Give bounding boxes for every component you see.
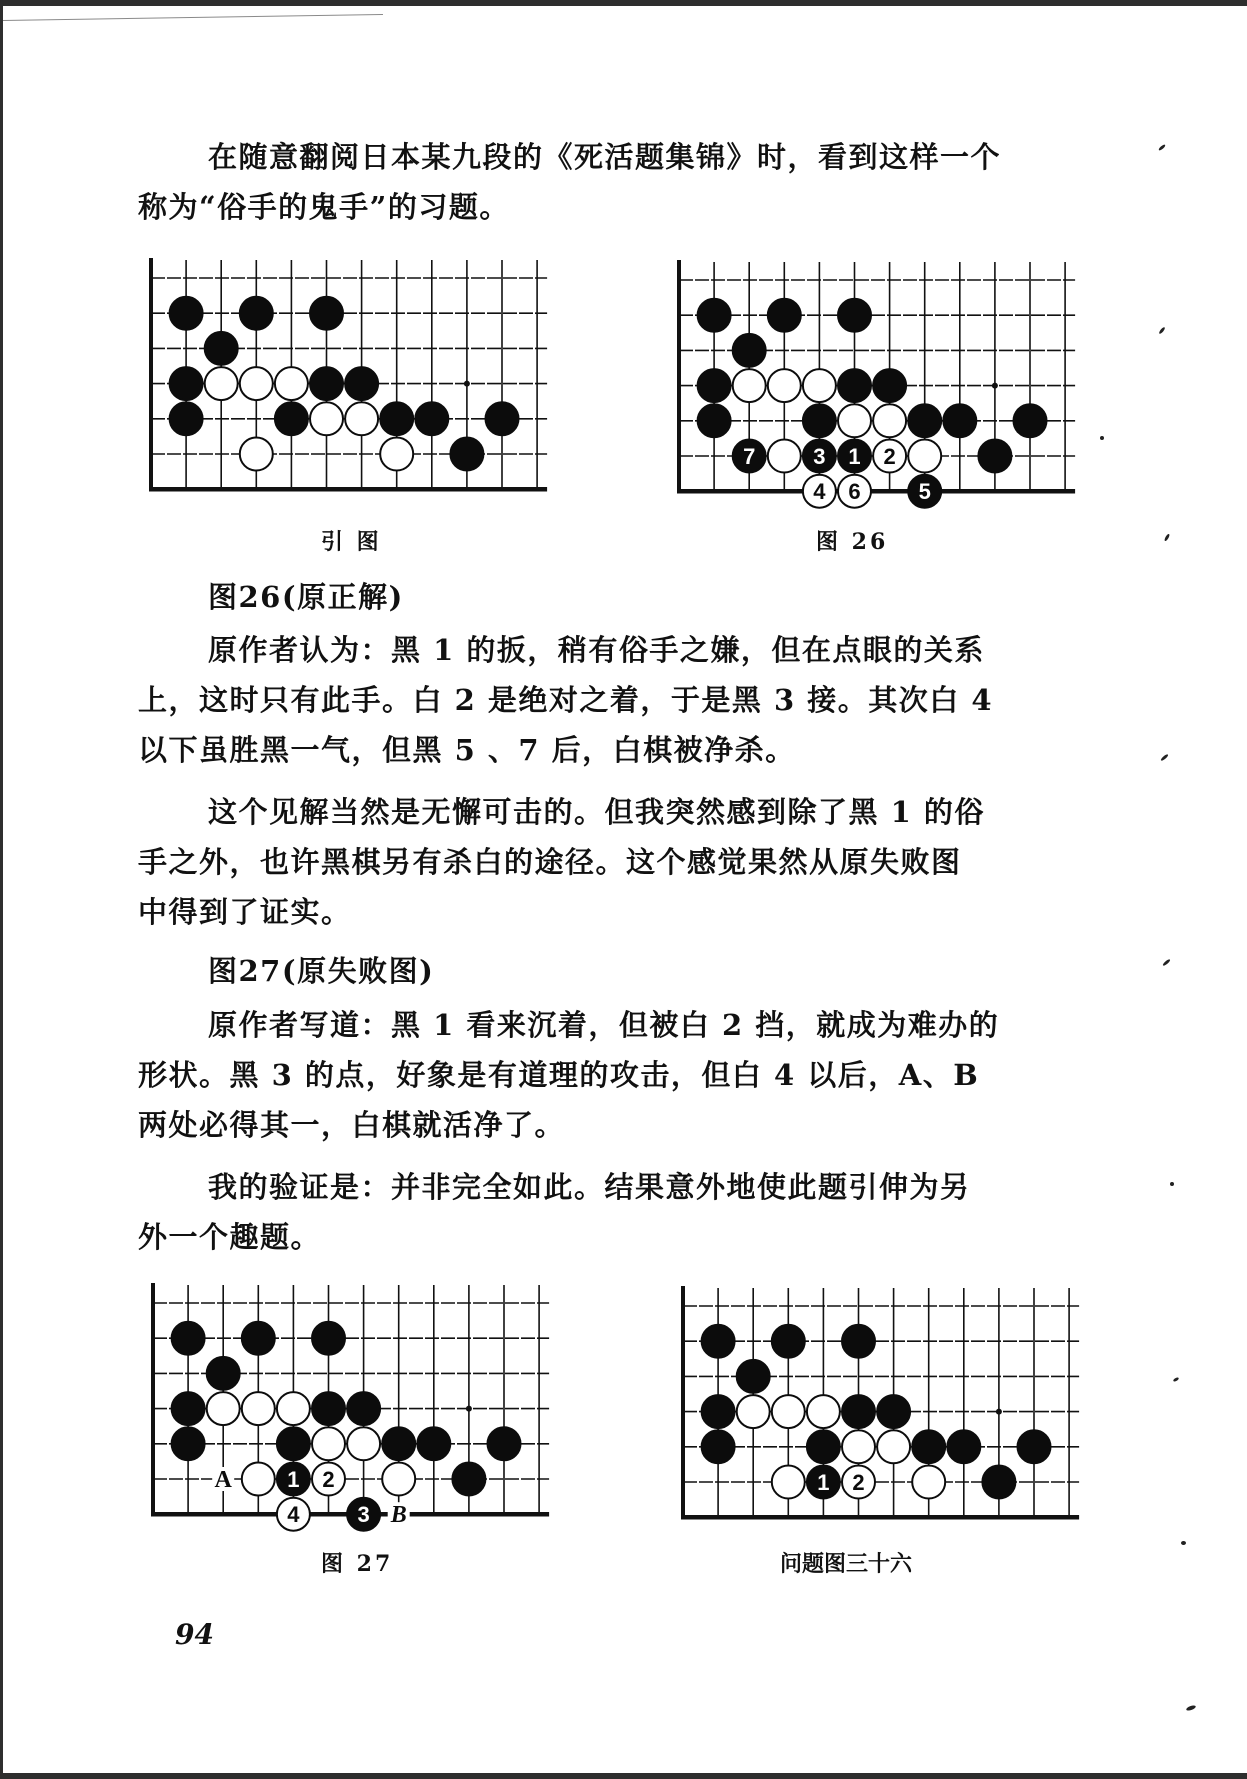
black-stone	[842, 1395, 875, 1428]
black-stone	[172, 1392, 205, 1425]
black-stone	[772, 1325, 805, 1358]
black-stone	[838, 369, 871, 402]
black-stone	[908, 404, 941, 437]
white-stone	[347, 1427, 380, 1460]
paragraph-verify	[138, 1162, 1088, 1262]
svg-text:3: 3	[813, 444, 826, 469]
scan-speck	[1173, 1377, 1180, 1383]
paragraph-intro	[138, 132, 1088, 232]
scan-speck	[1186, 1704, 1197, 1711]
black-stone	[242, 1322, 275, 1355]
black-stone	[978, 440, 1011, 473]
white-stone	[277, 1498, 310, 1531]
black-stone	[312, 1322, 345, 1355]
text-line: 我的验证是：并非完全如此。结果意外地使此题引伸为另	[208, 1170, 971, 1204]
text-line: 图26(原正解)	[208, 580, 404, 614]
svg-text:5: 5	[918, 479, 931, 505]
white-stone	[772, 1395, 805, 1428]
white-stone	[205, 367, 238, 400]
star-point	[464, 381, 470, 387]
svg-text:2: 2	[883, 444, 896, 469]
black-stone	[277, 1463, 310, 1496]
black-stone	[842, 1325, 875, 1358]
black-stone	[702, 1430, 735, 1463]
black-stone	[310, 367, 343, 400]
white-stone	[275, 367, 308, 400]
black-stone	[807, 1466, 840, 1499]
page-number: 94	[175, 1618, 214, 1651]
black-stone	[312, 1392, 345, 1425]
black-stone	[207, 1357, 240, 1390]
scan-speck	[1162, 958, 1171, 966]
black-stone	[1018, 1430, 1051, 1463]
point-label	[388, 1502, 410, 1528]
black-stone	[170, 402, 203, 435]
black-stone	[1014, 404, 1047, 437]
black-stone	[702, 1325, 735, 1358]
black-stone	[450, 438, 483, 471]
white-stone	[242, 1392, 275, 1425]
scan-artifact-line	[3, 14, 383, 21]
white-stone	[842, 1466, 875, 1499]
scan-speck	[1160, 753, 1169, 761]
black-stone	[702, 1395, 735, 1428]
black-stone	[380, 402, 413, 435]
white-stone	[842, 1430, 875, 1463]
point-label	[212, 1467, 234, 1493]
svg-text:1: 1	[848, 444, 861, 469]
scan-speck	[1164, 533, 1171, 541]
black-stone	[486, 402, 519, 435]
svg-text:6: 6	[848, 479, 861, 505]
black-stone	[347, 1392, 380, 1425]
white-stone	[768, 440, 801, 473]
black-stone	[698, 299, 731, 332]
black-stone	[877, 1395, 910, 1428]
caption-problem-36: 问题图三十六	[780, 1551, 913, 1577]
black-stone	[275, 402, 308, 435]
white-stone	[733, 369, 766, 402]
white-stone	[838, 404, 871, 437]
text-line: 形状。黑 3 的点，好象是有道理的攻击，但白 4 以后，A、B	[138, 1058, 980, 1092]
caption-fig-26: 图 26	[816, 529, 889, 555]
black-stone	[807, 1430, 840, 1463]
black-stone	[382, 1427, 415, 1460]
svg-text:3: 3	[357, 1502, 370, 1528]
svg-text:B: B	[390, 1502, 407, 1529]
book-page	[3, 6, 1247, 1773]
black-stone	[838, 440, 871, 473]
black-stone	[947, 1430, 980, 1463]
scan-speck	[1170, 1182, 1174, 1186]
black-stone	[277, 1427, 310, 1460]
white-stone	[242, 1463, 275, 1496]
heading-fig-27	[138, 946, 1088, 996]
star-point	[466, 1406, 472, 1412]
white-stone	[807, 1395, 840, 1428]
white-stone	[803, 369, 836, 402]
black-stone	[347, 1498, 380, 1531]
white-stone	[737, 1395, 770, 1428]
text-line: 原作者认为：黑 1 的扳，稍有俗手之嫌，但在点眼的关系	[208, 633, 985, 667]
black-stone	[170, 367, 203, 400]
text-line: 图27(原失败图)	[208, 954, 435, 988]
white-stone	[877, 1430, 910, 1463]
text-line: 两处必得其一，白棋就活净了。	[138, 1108, 566, 1142]
black-stone	[170, 297, 203, 330]
white-stone	[838, 475, 871, 508]
white-stone	[277, 1392, 310, 1425]
text-line: 手之外，也许黑棋另有杀白的途径。这个感觉果然从原失败图	[138, 845, 962, 879]
white-stone	[240, 367, 273, 400]
white-stone	[772, 1466, 805, 1499]
go-diagram-26	[666, 260, 1086, 550]
star-point	[992, 383, 998, 389]
black-stone	[172, 1322, 205, 1355]
black-stone	[737, 1360, 770, 1393]
black-stone	[488, 1427, 521, 1460]
black-stone	[873, 369, 906, 402]
white-stone	[873, 440, 906, 473]
black-stone	[345, 367, 378, 400]
svg-text:1: 1	[287, 1467, 300, 1492]
black-stone	[452, 1463, 485, 1496]
black-stone	[768, 299, 801, 332]
svg-text:4: 4	[813, 479, 826, 505]
white-stone	[768, 369, 801, 402]
svg-text:2: 2	[852, 1470, 865, 1495]
black-stone	[698, 369, 731, 402]
black-stone	[172, 1427, 205, 1460]
text-line: 中得到了证实。	[138, 895, 352, 929]
black-stone	[698, 404, 731, 437]
white-stone	[207, 1392, 240, 1425]
svg-text:7: 7	[743, 444, 756, 469]
black-stone	[982, 1466, 1015, 1499]
caption-fig-27: 图 27	[321, 1551, 394, 1577]
white-stone	[912, 1466, 945, 1499]
caption-yin-tu: 引 图	[321, 529, 382, 555]
scan-speck	[1158, 326, 1165, 334]
black-stone	[733, 334, 766, 367]
text-line: 在随意翻阅日本某九段的《死活题集锦》时，看到这样一个	[208, 140, 1002, 174]
black-stone	[912, 1430, 945, 1463]
paragraph-fig27-body	[138, 1000, 1088, 1150]
star-point	[996, 1409, 1002, 1415]
black-stone	[803, 404, 836, 437]
black-stone	[205, 332, 238, 365]
paragraph-fig26-body	[138, 625, 1088, 775]
white-stone	[312, 1463, 345, 1496]
scan-speck	[1158, 144, 1166, 151]
white-stone	[803, 475, 836, 508]
go-diagram-problem-36	[670, 1286, 1090, 1546]
paragraph-opinion	[138, 787, 1088, 937]
white-stone	[312, 1427, 345, 1460]
go-diagram-27	[140, 1283, 560, 1573]
white-stone	[310, 402, 343, 435]
go-diagram-yin-tu	[138, 258, 558, 518]
heading-fig-26	[138, 572, 1088, 622]
text-line: 上，这时只有此手。白 2 是绝对之着，于是黑 3 接。其次白 4	[138, 683, 994, 717]
white-stone	[873, 404, 906, 437]
black-stone	[838, 299, 871, 332]
svg-text:A: A	[214, 1467, 232, 1493]
svg-text:2: 2	[322, 1467, 335, 1492]
text-line: 称为“俗手的鬼手”的习题。	[138, 190, 510, 224]
white-stone	[240, 438, 273, 471]
black-stone	[733, 440, 766, 473]
svg-text:4: 4	[287, 1502, 300, 1528]
black-stone	[803, 440, 836, 473]
black-stone	[943, 404, 976, 437]
scan-speck	[1100, 436, 1104, 440]
white-stone	[380, 438, 413, 471]
black-stone	[415, 402, 448, 435]
scan-speck	[1181, 1541, 1186, 1545]
white-stone	[382, 1463, 415, 1496]
black-stone	[417, 1427, 450, 1460]
black-stone	[240, 297, 273, 330]
black-stone	[908, 475, 941, 508]
svg-text:1: 1	[817, 1470, 830, 1495]
black-stone	[310, 297, 343, 330]
text-line: 外一个趣题。	[138, 1220, 322, 1254]
text-line: 这个见解当然是无懈可击的。但我突然感到除了黑 1 的俗	[208, 795, 985, 829]
white-stone	[345, 402, 378, 435]
white-stone	[908, 440, 941, 473]
text-line: 原作者写道：黑 1 看来沉着，但被白 2 挡，就成为难办的	[208, 1008, 1000, 1042]
text-line: 以下虽胜黑一气，但黑 5 、7 后，白棋被净杀。	[138, 733, 796, 767]
